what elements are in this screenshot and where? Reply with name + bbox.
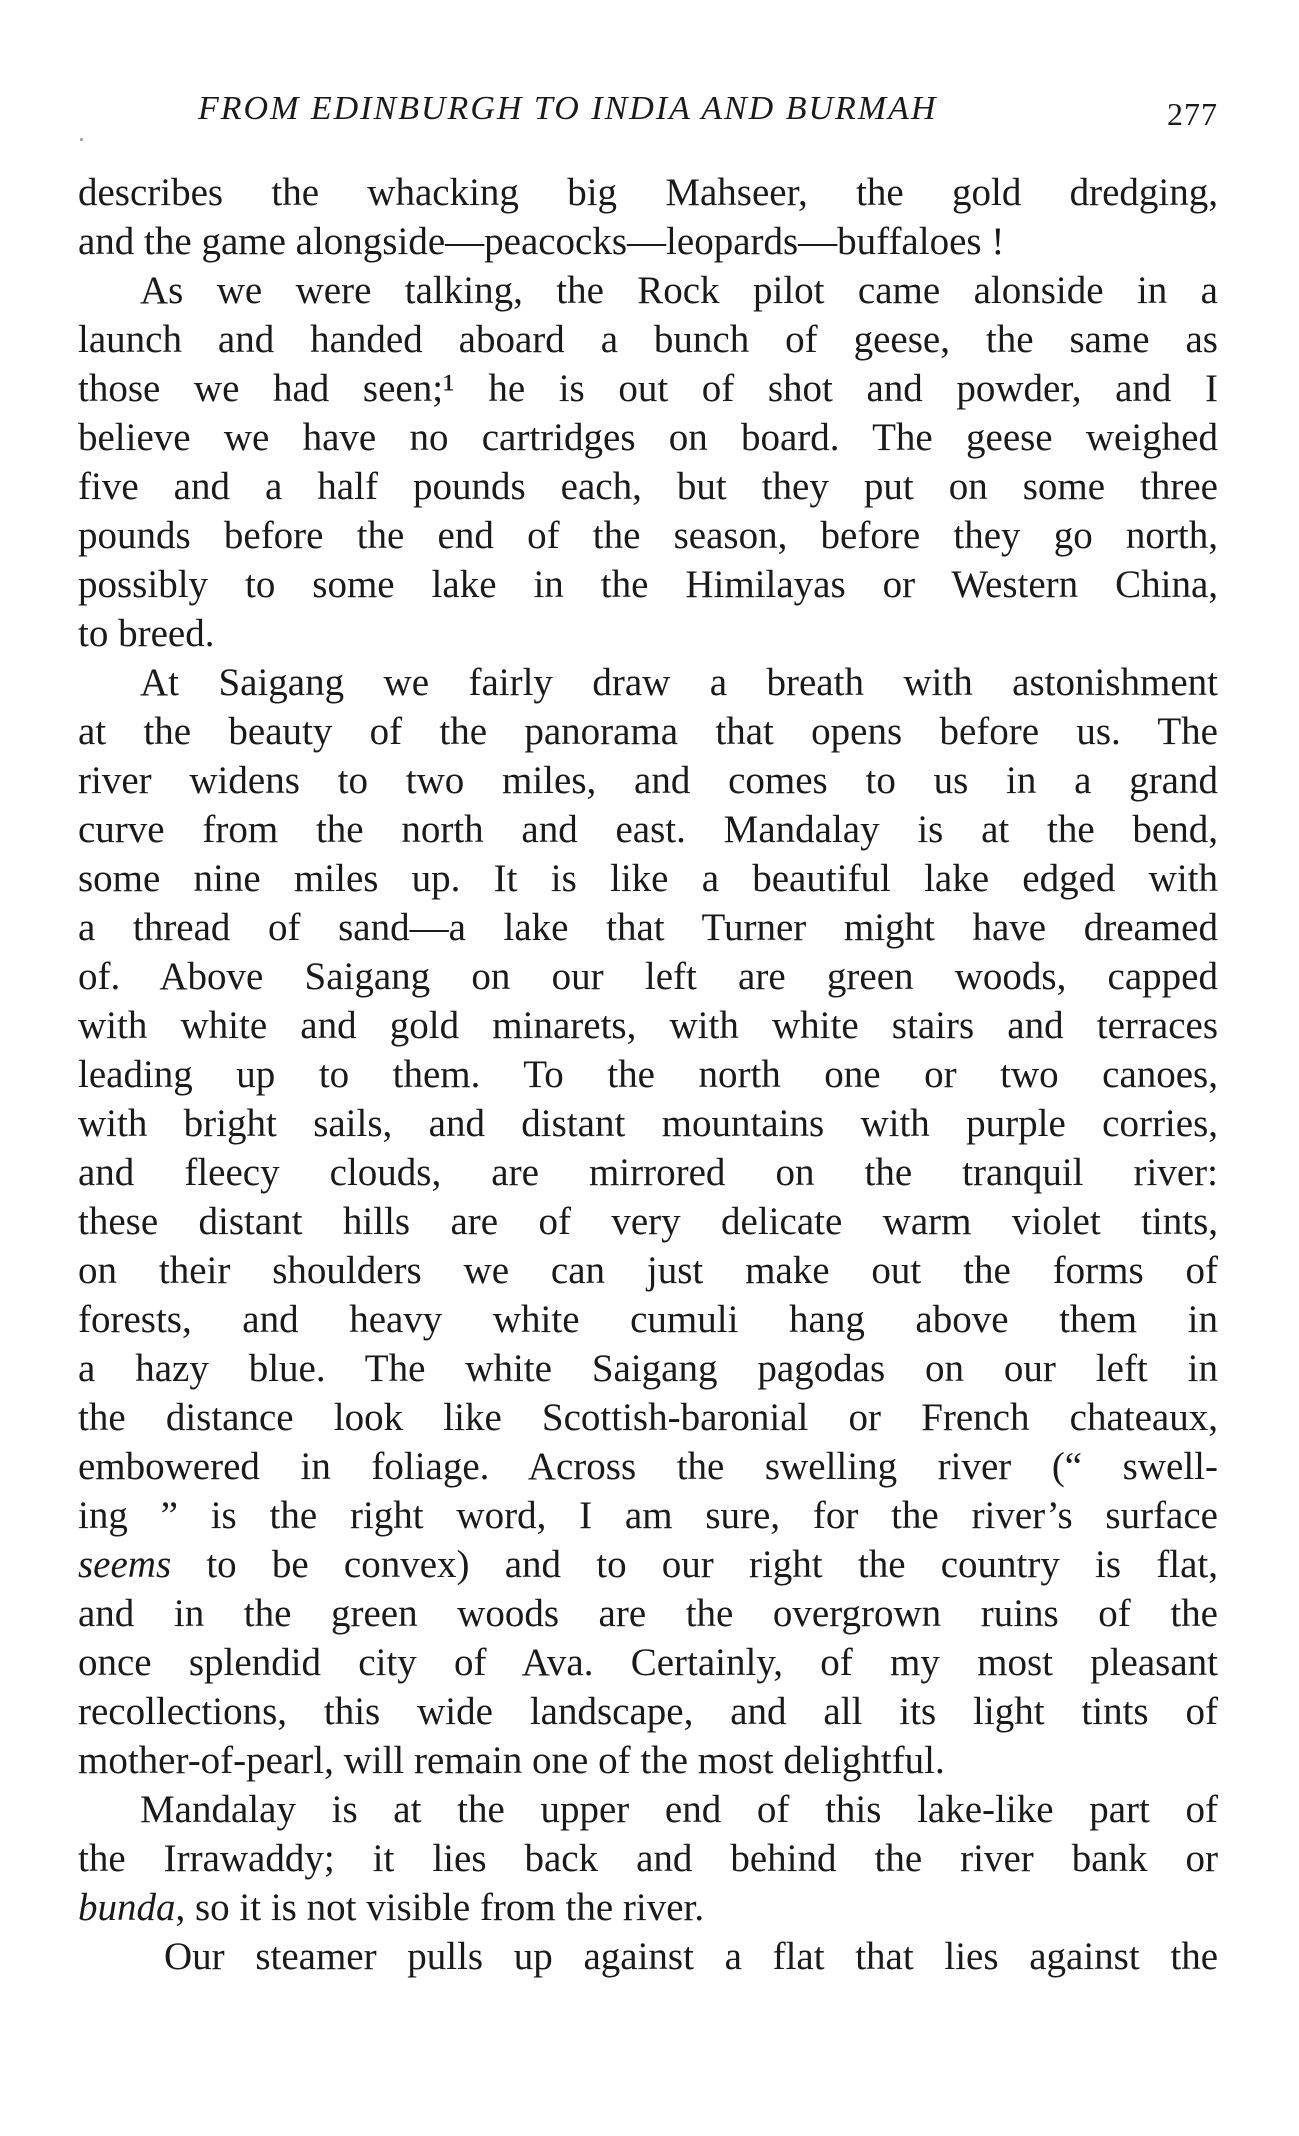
- text-line: and in the green woods are the overgrown ruins of the: [78, 1592, 1218, 1635]
- page-number: 277: [1167, 96, 1218, 132]
- text-line: leading up to them. To the north one or two canoes,: [78, 1053, 1218, 1096]
- text-line-italic-bunda: bunda, so it is not visible from the river.: [78, 1886, 705, 1929]
- text-line: to breed.: [78, 612, 215, 655]
- text-line: with bright sails, and distant mountains with purple corries,: [78, 1102, 1218, 1145]
- text-line: the Irrawaddy; it lies back and behind the river bank or: [78, 1837, 1218, 1880]
- text-line: once splendid city of Ava. Certainly, of my most pleasant: [78, 1641, 1218, 1684]
- text-line: at the beauty of the panorama that opens before us. The: [78, 710, 1218, 753]
- text-line: pounds before the end of the season, before they go north,: [78, 514, 1218, 557]
- text-line: curve from the north and east. Mandalay is at the bend,: [78, 808, 1218, 851]
- text-line: a thread of sand—a lake that Turner might have dreamed: [78, 906, 1218, 949]
- page-header: [78, 90, 1218, 140]
- text-line: and fleecy clouds, are mirrored on the tranquil river:: [78, 1151, 1218, 1194]
- paragraph-first-line: At Saigang we fairly draw a breath with astonishment: [140, 661, 1218, 704]
- text-line: of. Above Saigang on our left are green woods, capped: [78, 955, 1218, 998]
- text-line: mother-of-pearl, will remain one of the most delightful.: [78, 1739, 945, 1782]
- text-line: a hazy blue. The white Saigang pagodas on our left in: [78, 1347, 1218, 1390]
- text-line: ing ” is the right word, I am sure, for the river’s surface: [78, 1494, 1218, 1537]
- text-line: on their shoulders we can just make out the forms of: [78, 1249, 1218, 1292]
- text-line: forests, and heavy white cumuli hang above them in: [78, 1298, 1218, 1341]
- text-line: believe we have no cartridges on board. The geese weighed: [78, 416, 1218, 459]
- paragraph-first-line: Our steamer pulls up against a flat that lies against the: [164, 1935, 1218, 1978]
- text-line-italic-seems: seems to be convex) and to our right the country is flat,: [78, 1543, 1218, 1586]
- text-line: five and a half pounds each, but they put on some three: [78, 465, 1218, 508]
- text-line: launch and handed aboard a bunch of geese, the same as: [78, 318, 1218, 361]
- text-line: and the game alongside—peacocks—leopards—buffaloes !: [78, 220, 1005, 263]
- body-text: [78, 168, 1218, 1981]
- text-line: embowered in foliage. Across the swelling river (“ swell-: [78, 1445, 1218, 1488]
- running-title: FROM EDINBURGH TO INDIA AND BURMAH: [198, 90, 938, 127]
- paragraph-first-line: Mandalay is at the upper end of this lake-like part of: [140, 1788, 1218, 1831]
- text-line: river widens to two miles, and comes to us in a grand: [78, 759, 1218, 802]
- text-line: these distant hills are of very delicate warm violet tints,: [78, 1200, 1218, 1243]
- text-line: possibly to some lake in the Himilayas or Western China,: [78, 563, 1218, 606]
- text-line: describes the whacking big Mahseer, the gold dredging,: [78, 171, 1218, 214]
- paragraph-first-line: As we were talking, the Rock pilot came alonside in a: [140, 269, 1218, 312]
- text-line: with white and gold minarets, with white stairs and terraces: [78, 1004, 1218, 1047]
- text-line: recollections, this wide landscape, and all its light tints of: [78, 1690, 1218, 1733]
- text-line: those we had seen;¹ he is out of shot and powder, and I: [78, 367, 1218, 410]
- text-line: the distance look like Scottish-baronial or French chateaux,: [78, 1396, 1218, 1439]
- text-line: some nine miles up. It is like a beautiful lake edged with: [78, 857, 1218, 900]
